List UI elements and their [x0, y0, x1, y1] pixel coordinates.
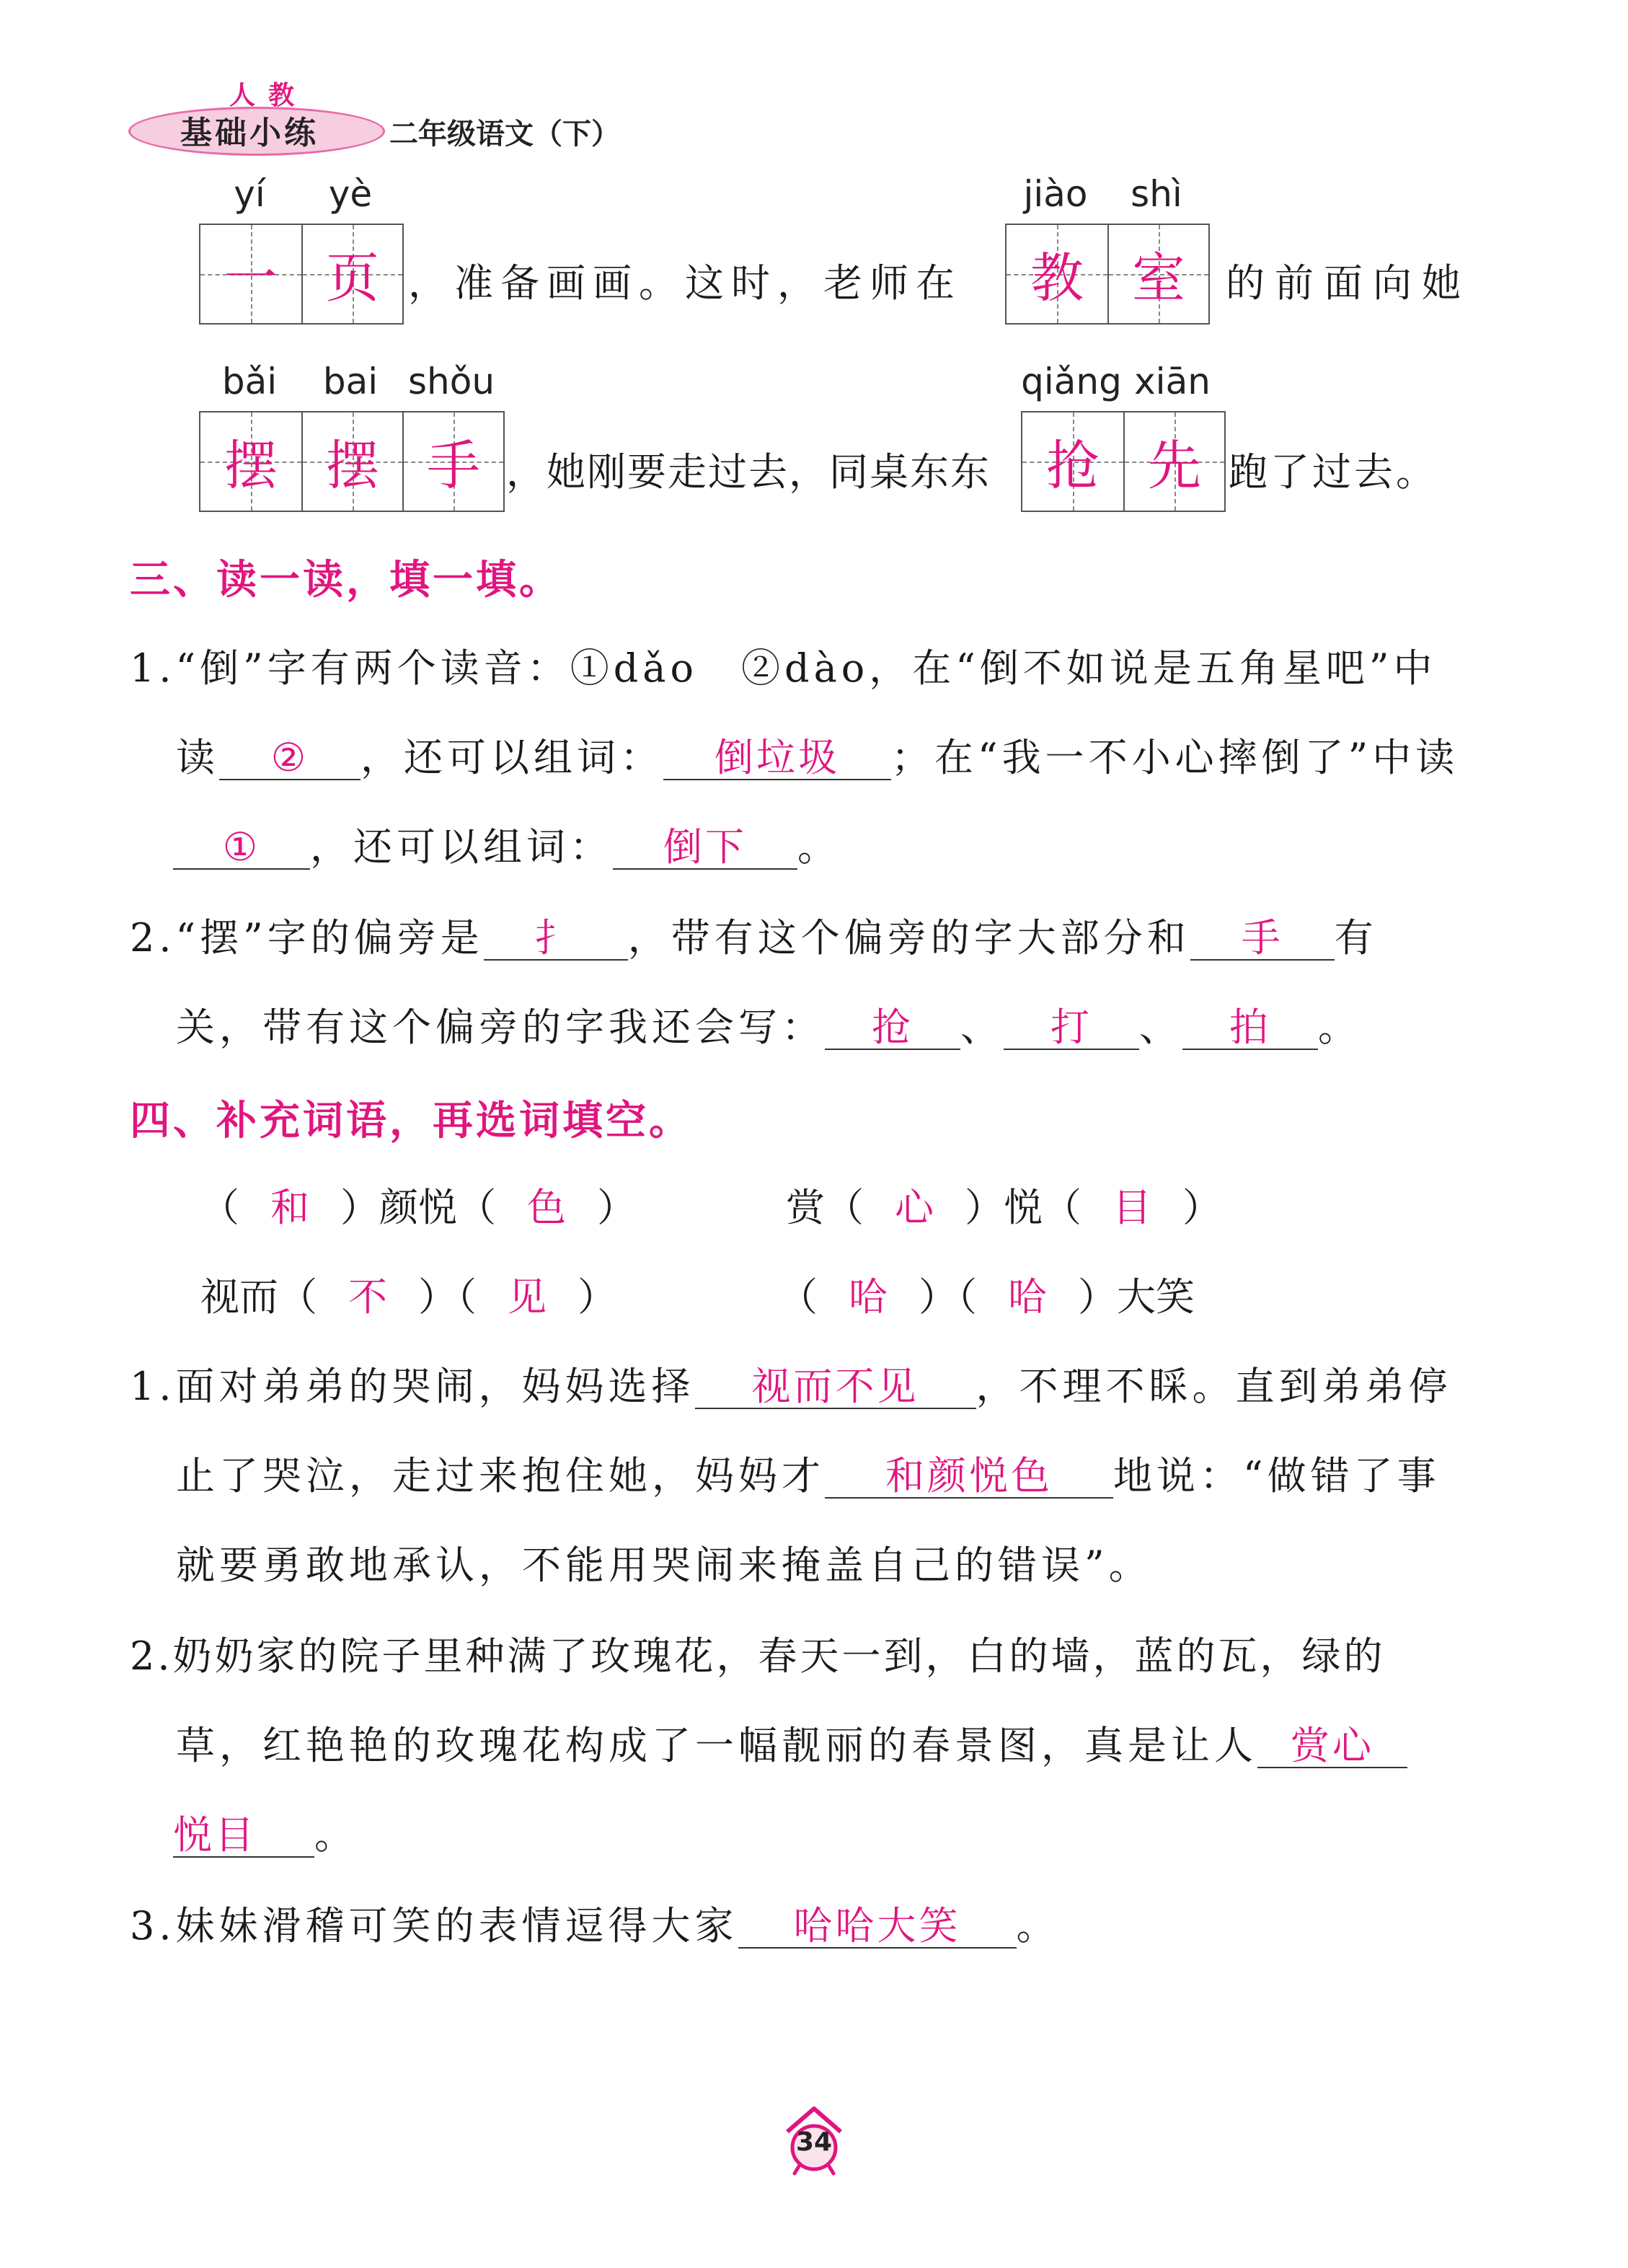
answer-blank[interactable]: 拍 — [1182, 1006, 1318, 1050]
answer-blank[interactable]: ② — [219, 736, 360, 780]
answer-blank[interactable]: 倒垃圾 — [663, 736, 891, 780]
grid-cell: 先 — [1123, 412, 1224, 511]
pinyin: yè — [328, 173, 373, 215]
series-title: 基础小练 — [180, 115, 319, 151]
question-line: 草，红艳艳的玫瑰花构成了一幅靓丽的春景图，真是让人 赏心 — [176, 1715, 1407, 1770]
idiom: 视而（ 不 ）（ 见 ） — [200, 1266, 616, 1322]
char-grid — [1005, 224, 1210, 325]
question-line: 1.面对弟弟的哭闹，妈妈选择 视而不见 ，不理不睬。直到弟弟停 — [130, 1364, 1452, 1409]
idiom-blank[interactable]: 见 — [508, 1274, 547, 1320]
question-text: 就要勇敢地承认，不能用哭闹来掩盖自己的错误”。 — [176, 1543, 1152, 1588]
question-line: 关，带有这个偏旁的字我还会写： 抢 、 打 、 拍 。 — [176, 1005, 1361, 1050]
section-heading: 三、读一读，填一填。 — [130, 557, 562, 604]
sentence-text: 的前面向她 — [1226, 260, 1471, 306]
answer-blank[interactable]: 悦目 — [173, 1814, 314, 1858]
char-grid — [199, 224, 404, 325]
answer-blank[interactable]: 倒下 — [613, 826, 797, 870]
pinyin: yí — [234, 173, 265, 215]
pinyin: xiān — [1134, 361, 1211, 402]
grid-cell: 摆 — [301, 412, 402, 511]
pinyin: qiǎng — [1021, 361, 1122, 402]
publisher-label: 人教 — [229, 81, 308, 110]
answer-blank[interactable]: 赏心 — [1257, 1724, 1407, 1768]
idiom-blank[interactable]: 不 — [348, 1274, 387, 1320]
sentence-text: 跑了过去。 — [1229, 449, 1438, 495]
sentence-text: ，她刚要走过去，同桌东东 — [506, 449, 991, 495]
pinyin: jiào — [1023, 173, 1088, 215]
answer-blank[interactable]: 抢 — [825, 1006, 960, 1050]
answer-blank[interactable]: ① — [173, 826, 310, 870]
grid-cell: 教 — [1007, 225, 1107, 323]
idiom-blank[interactable]: 哈 — [849, 1274, 888, 1320]
grid-cell: 摆 — [200, 412, 301, 511]
question-line: 3.妹妹滑稽可笑的表情逗得大家 哈哈大笑 。 — [130, 1903, 1060, 1949]
section-heading: 四、补充词语，再选词填空。 — [130, 1098, 692, 1144]
char-grid — [199, 411, 505, 512]
idiom: （ 和 ）颜悦（ 色 ） — [200, 1177, 636, 1232]
question-line: ① ，还可以组词： 倒下 。 — [173, 816, 841, 872]
pinyin: shǒu — [407, 361, 495, 402]
grid-cell: 手 — [402, 412, 503, 511]
question-line: 读 ② ，还可以组词： 倒垃圾 ；在“我一不小心摔倒了”中读 — [176, 735, 1459, 780]
grid-cell: 室 — [1107, 225, 1208, 323]
grid-cell: 页 — [301, 225, 402, 323]
subject-title: 二年级语文（下） — [389, 118, 620, 151]
idiom-blank[interactable]: 目 — [1112, 1185, 1151, 1230]
answer-blank[interactable]: 视而不见 — [695, 1365, 976, 1409]
idiom-blank[interactable]: 色 — [527, 1185, 566, 1230]
question-line: 2.“摆”字的偏旁是 扌 ，带有这个偏旁的字大部分和 手 有 — [130, 915, 1378, 961]
question-line: 止了哭泣，走过来抱住她，妈妈才 和颜悦色 地说：“做错了事 — [176, 1453, 1441, 1499]
grid-cell: 一 — [200, 225, 301, 323]
pinyin: shì — [1131, 173, 1182, 215]
answer-blank[interactable]: 哈哈大笑 — [738, 1905, 1017, 1949]
pinyin: bai — [322, 361, 379, 402]
idiom-blank[interactable]: 和 — [270, 1185, 309, 1230]
idiom: （ 哈 ）（ 哈 ）大笑 — [779, 1266, 1195, 1322]
question-text: 2.奶奶家的院子里种满了玫瑰花，春天一到，白的墙，蓝的瓦，绿的 — [130, 1633, 1386, 1679]
idiom-blank[interactable]: 心 — [895, 1185, 934, 1230]
idiom-blank[interactable]: 哈 — [1008, 1274, 1047, 1320]
sentence-text: ，准备画画。这时，老师在 — [408, 260, 962, 306]
page-number: 34 — [795, 2127, 833, 2157]
grid-cell: 抢 — [1022, 412, 1123, 511]
question-line: 悦目 。 — [173, 1812, 358, 1858]
char-grid — [1021, 411, 1226, 512]
answer-blank[interactable]: 手 — [1190, 917, 1335, 961]
idiom: 赏（ 心 ）悦（ 目 ） — [786, 1177, 1221, 1232]
answer-blank[interactable]: 扌 — [484, 917, 628, 961]
answer-blank[interactable]: 打 — [1004, 1006, 1139, 1050]
pinyin: bǎi — [221, 361, 278, 402]
question-text: 1.“倒”字有两个读音：①dǎo ②dào，在“倒不如说是五角星吧”中 — [130, 645, 1437, 691]
answer-blank[interactable]: 和颜悦色 — [825, 1455, 1113, 1499]
